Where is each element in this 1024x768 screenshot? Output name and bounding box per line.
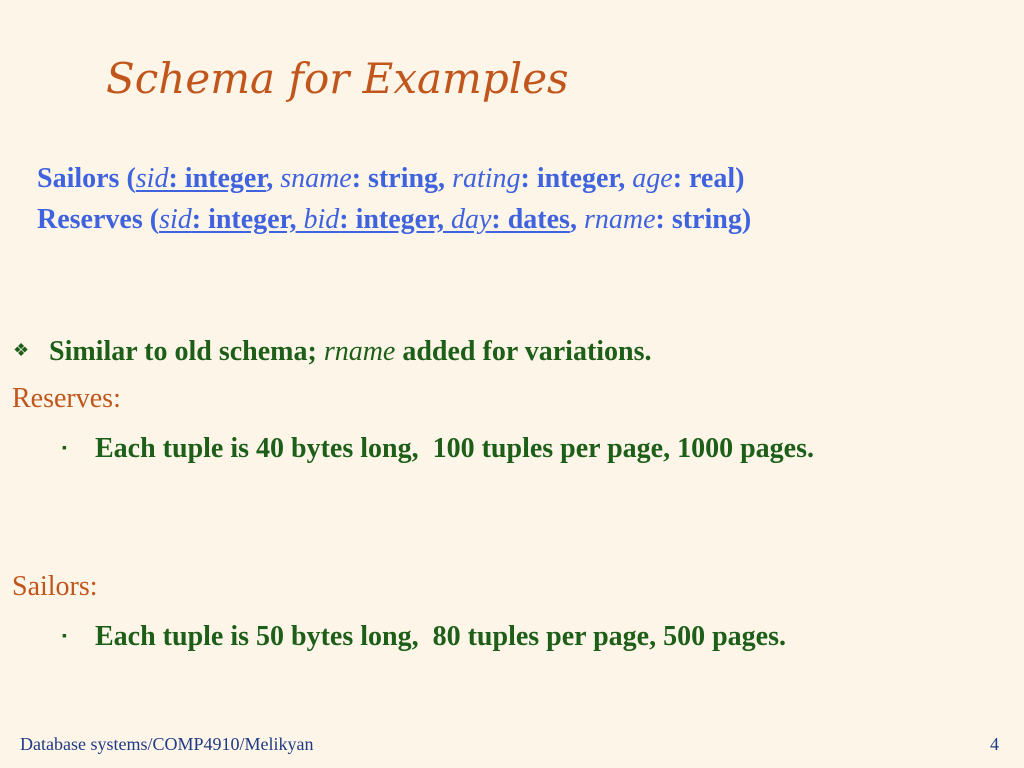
similar-prefix: Similar to old schema; xyxy=(49,336,324,367)
sailors-key-field xyxy=(136,163,266,194)
reserves-bid-type: : integer, xyxy=(339,204,451,235)
reserves-detail-item xyxy=(62,427,962,470)
footer-course-label: Database systems/COMP4910/Melikyan xyxy=(20,734,314,754)
reserves-day-name: day xyxy=(450,204,492,235)
sailors-detail-text: Each tuple is 50 bytes long, 80 tuples per page, 500 pages. xyxy=(95,621,786,652)
reserves-schema-line xyxy=(37,203,751,237)
reserves-bid-name: bid xyxy=(303,204,340,235)
sailors-age-type: : real) xyxy=(672,163,745,194)
reserves-schema-name: Reserves ( xyxy=(37,204,160,235)
square-bullet-icon: ▪ xyxy=(62,629,67,644)
reserves-rname-type: : string) xyxy=(655,204,752,235)
reserves-sid-type: : integer, xyxy=(191,204,304,235)
reserves-detail-text: Each tuple is 40 bytes long, 100 tuples per page, 1000 pages. xyxy=(95,433,814,464)
reserves-key-fields xyxy=(159,204,570,235)
sailors-sid-name: sid xyxy=(135,163,169,194)
diamond-quad-bullet-icon: ❖ xyxy=(13,340,30,360)
sailors-sid-type: : integer xyxy=(168,163,267,194)
sailors-heading: Sailors: xyxy=(12,571,98,602)
sailors-sname-type: : string, xyxy=(351,163,453,194)
footer-page-number: 4 xyxy=(990,734,999,754)
reserves-rname-name: rname xyxy=(583,204,656,235)
similar-italic: rname xyxy=(323,336,396,367)
sailors-detail-item xyxy=(62,615,962,658)
reserves-separator: , xyxy=(569,204,584,235)
similar-suffix: added for variations. xyxy=(395,336,652,367)
sailors-rating-type: : integer, xyxy=(520,163,633,194)
sailors-schema-name: Sailors ( xyxy=(37,163,136,194)
sailors-separator: , xyxy=(266,163,281,194)
reserves-sid-name: sid xyxy=(159,204,192,235)
sailors-schema-line xyxy=(37,162,744,196)
sailors-rating-name: rating xyxy=(452,163,521,194)
square-bullet-icon: ▪ xyxy=(62,441,67,456)
slide-title: Schema for Examples xyxy=(106,54,569,103)
reserves-heading: Reserves: xyxy=(12,383,121,414)
bullet-similar-schema xyxy=(13,333,652,369)
sailors-age-name: age xyxy=(632,163,673,194)
sailors-sname-name: sname xyxy=(280,163,352,194)
reserves-day-type: : dates xyxy=(491,204,570,235)
